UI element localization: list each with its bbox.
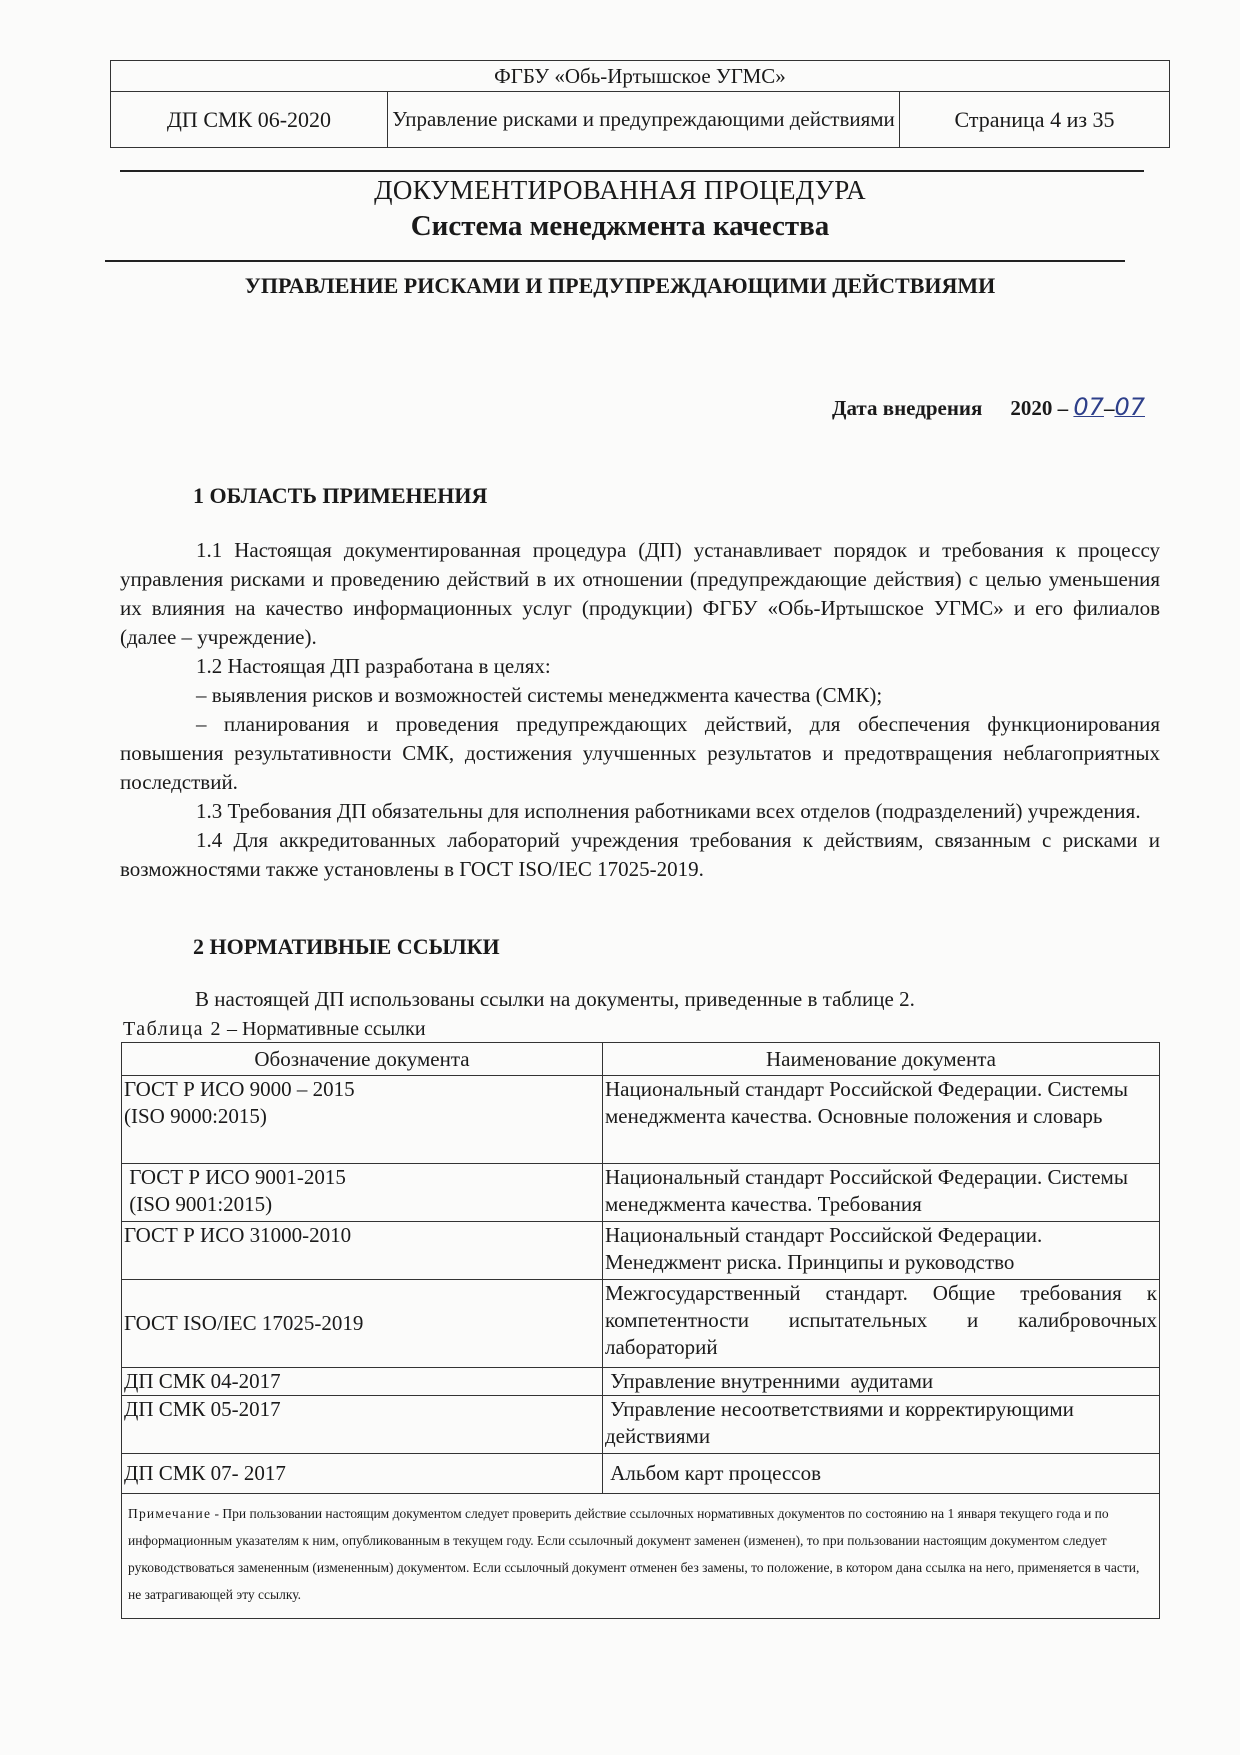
- table-row: [122, 1076, 1160, 1164]
- doc-name-cell: Межгосударственный стандарт. Общие требования к компетентности испытательных и калибровочных лабораторий: [603, 1280, 1160, 1368]
- table-row: [122, 1222, 1160, 1280]
- document-subject: Управление рисками и предупреждающими действиями: [388, 92, 900, 147]
- system-name: Система менеджмента качества: [410, 210, 830, 242]
- doc-name-cell: Национальный стандарт Российской Федерации. Системы менеджмента качества. Требования: [603, 1164, 1160, 1222]
- document-type: ДОКУМЕНТИРОВАННАЯ ПРОЦЕДУРА: [374, 175, 866, 205]
- paragraph-1-3: 1.3 Требования ДП обязательны для исполнения работниками всех отделов (подразделений) учреждения.: [196, 799, 1141, 823]
- divider-bottom: [105, 260, 1125, 262]
- table-caption-title: – Нормативные ссылки: [222, 1018, 426, 1040]
- doc-code-cell: ГОСТ Р ИСО 9000 – 2015 (ISO 9000:2015): [122, 1076, 603, 1164]
- table-row: [122, 1396, 1160, 1454]
- table-note: [122, 1494, 1160, 1619]
- page-number: Страница 4 из 35: [954, 106, 1115, 132]
- doc-name-cell: Альбом карт процессов: [603, 1454, 1160, 1494]
- table-note-row: [122, 1494, 1160, 1619]
- table-row: [122, 1164, 1160, 1222]
- list-item-2: – планирования и проведения предупреждающих действий, для обеспечения функционирования повышения результативности СМК, достижения улучшенных результатов и предотвращения неблагоприятных последствий.: [120, 712, 1160, 794]
- doc-name-cell: Управление внутренними аудитами: [603, 1368, 1160, 1396]
- section-2-intro: В настоящей ДП использованы ссылки на документы, приведенные в таблице 2.: [195, 987, 915, 1011]
- doc-code-cell: ГОСТ Р ИСО 31000-2010: [122, 1222, 603, 1280]
- divider-top: [120, 170, 1144, 172]
- date-day-handwritten: 07: [1114, 393, 1145, 421]
- table-row: [122, 1368, 1160, 1396]
- date-label: Дата внедрения: [832, 396, 983, 420]
- doc-code-cell: ГОСТ Р ИСО 9001-2015 (ISO 9001:2015): [122, 1164, 603, 1222]
- date-month-handwritten: 07: [1073, 393, 1104, 421]
- section-1-body: [120, 536, 1160, 884]
- doc-name-cell: Управление несоответствиями и корректирующими действиями: [603, 1396, 1160, 1454]
- list-item-1: – выявления рисков и возможностей системы менеджмента качества (СМК);: [196, 683, 883, 707]
- table-row: [122, 1454, 1160, 1494]
- organization-name: ФГБУ «Обь-Иртышское УГМС»: [111, 61, 1169, 92]
- column-header-name: Наименование документа: [603, 1043, 1160, 1076]
- note-text: - При пользовании настоящим документом следует проверить действие ссылочных нормативных документов по состоянию на 1 января текущего года и по информационным указателям к ним, опубликованным в текущем году. Если ссылочный документ заменен (изменен), то при пользовании настоящим документом следует руководствоваться замененным (измененным) документом. Если ссылочный документ отменен без замены, то положение, в котором дана ссылка на него, применяется в части, не затрагивающей эту ссылку.: [128, 1506, 1140, 1602]
- references-table: [121, 1042, 1160, 1619]
- implementation-date: [832, 393, 1145, 421]
- doc-code-cell: ДП СМК 07- 2017: [122, 1454, 603, 1494]
- section-1-heading: 1 ОБЛАСТЬ ПРИМЕНЕНИЯ: [193, 483, 488, 508]
- column-header-code: Обозначение документа: [122, 1043, 603, 1076]
- paragraph-1-2: 1.2 Настоящая ДП разработана в целях:: [196, 654, 551, 678]
- doc-name-cell: Национальный стандарт Российской Федерации. Системы менеджмента качества. Основные положения и словарь: [603, 1076, 1160, 1164]
- paragraph-1-4: 1.4 Для аккредитованных лабораторий учреждения требования к действиям, связанным с рисками и возможностями также установлены в ГОСТ ISO/IEC 17025-2019.: [120, 828, 1160, 881]
- document-code: ДП СМК 06-2020: [111, 92, 388, 147]
- table-caption-number: Таблица 2: [123, 1018, 223, 1040]
- doc-name-cell: Национальный стандарт Российской Федерации. Менеджмент риска. Принципы и руководство: [603, 1222, 1160, 1280]
- document-title: УПРАВЛЕНИЕ РИСКАМИ И ПРЕДУПРЕЖДАЮЩИМИ ДЕЙСТВИЯМИ: [244, 273, 996, 298]
- section-2-heading: 2 НОРМАТИВНЫЕ ССЫЛКИ: [193, 934, 500, 959]
- doc-code-cell: ДП СМК 05-2017: [122, 1396, 603, 1454]
- document-header: [110, 60, 1170, 148]
- date-year: 2020 –: [1010, 396, 1069, 420]
- doc-code-cell: ГОСТ ISO/IEC 17025-2019: [122, 1280, 603, 1368]
- paragraph-1-1: 1.1 Настоящая документированная процедура (ДП) устанавливает порядок и требования к процессу управления рисками и проведению действий в их отношении (предупреждающие действия) с целью уменьшения их влияния на качество информационных услуг (продукции) ФГБУ «Обь-Иртышское УГМС» и его филиалов (далее – учреждение).: [120, 538, 1160, 649]
- note-label: Примечание: [128, 1506, 212, 1521]
- table-caption: [123, 1018, 426, 1041]
- table-row: [122, 1280, 1160, 1368]
- date-dash: –: [1103, 396, 1115, 420]
- doc-code-cell: ДП СМК 04-2017: [122, 1368, 603, 1396]
